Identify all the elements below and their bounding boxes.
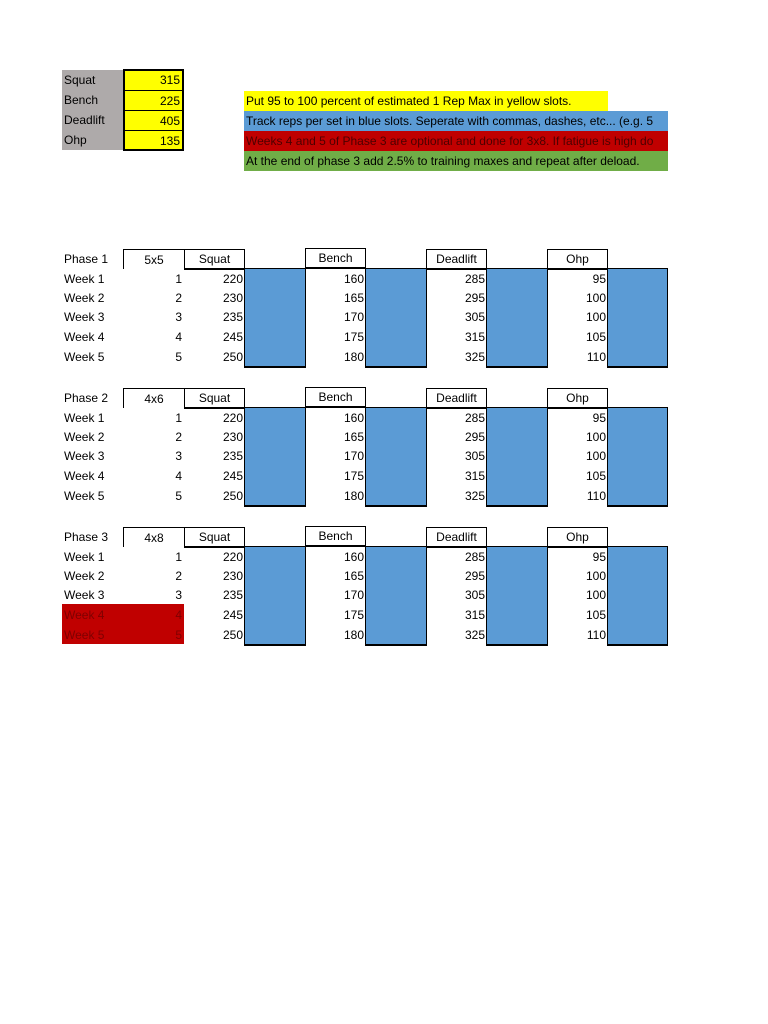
header-squat: Squat [184,249,245,270]
reps-input-bench[interactable] [365,268,427,368]
header-bench: Bench [305,387,366,408]
week-number: 5 [175,350,182,364]
week-number: 1 [175,411,182,425]
weight-ohp: 110 [586,350,606,364]
week-number: 5 [175,489,182,503]
weight-deadlift: 305 [464,588,485,602]
weight-bench: 175 [343,469,364,483]
weight-deadlift: 295 [464,291,485,305]
max-input-ohp[interactable]: 135 [125,130,182,150]
weight-bench: 170 [343,310,364,324]
weight-squat: 245 [222,330,243,344]
week-label: Week 2 [64,430,105,444]
reps-input-squat[interactable] [244,546,306,646]
note-yellow: Put 95 to 100 percent of estimated 1 Rep Max in yellow slots. [244,91,608,111]
week-number: 3 [175,449,182,463]
week-label: Week 2 [64,291,105,305]
reps-input-deadlift[interactable] [486,268,548,368]
header-deadlift: Deadlift [426,249,487,270]
week-label: Week 2 [64,569,105,583]
weight-bench: 175 [343,608,364,622]
weight-bench: 160 [343,550,364,564]
reps-input-deadlift[interactable] [486,407,548,507]
phase-scheme: 5x5 [123,249,184,269]
weight-deadlift: 325 [464,628,485,642]
header-ohp: Ohp [547,249,608,270]
week-label-optional: Week 5 [64,628,105,642]
weight-squat: 220 [222,272,243,286]
weight-bench: 165 [343,569,364,583]
header-ohp: Ohp [547,388,608,409]
max-label-ohp: Ohp [62,130,123,150]
header-squat: Squat [184,527,245,548]
phase-label: Phase 1 [64,252,109,266]
weight-squat: 235 [222,449,243,463]
week-number: 3 [175,310,182,324]
week-label: Week 1 [64,550,105,564]
week-number: 4 [175,330,182,344]
week-label: Week 4 [64,469,105,483]
weight-deadlift: 305 [464,449,485,463]
note-blue: Track reps per set in blue slots. Seperate with commas, dashes, etc... (e.g. 5 [244,111,668,131]
weight-deadlift: 325 [464,489,485,503]
reps-input-ohp[interactable] [607,407,668,507]
weight-deadlift: 295 [464,569,485,583]
weight-bench: 170 [343,588,364,602]
week-number: 1 [175,272,182,286]
weight-squat: 250 [222,350,243,364]
weight-deadlift: 315 [464,330,485,344]
weight-bench: 160 [343,272,364,286]
header-bench: Bench [305,248,366,269]
week-number: 2 [175,291,182,305]
weight-squat: 220 [222,550,243,564]
week-number: 2 [175,569,182,583]
weight-bench: 170 [343,449,364,463]
reps-input-bench[interactable] [365,407,427,507]
weight-squat: 230 [222,291,243,305]
weight-ohp: 95 [592,411,606,425]
max-label-bench: Bench [62,90,123,110]
weight-ohp: 105 [585,608,606,622]
weight-ohp: 100 [585,291,606,305]
reps-input-squat[interactable] [244,268,306,368]
weight-bench: 160 [343,411,364,425]
weight-ohp: 105 [585,330,606,344]
week-label-optional: Week 4 [64,608,105,622]
weight-deadlift: 315 [464,608,485,622]
header-deadlift: Deadlift [426,527,487,548]
weight-squat: 250 [222,628,243,642]
max-input-squat[interactable]: 315 [159,73,180,87]
weight-squat: 230 [222,430,243,444]
weight-squat: 245 [222,469,243,483]
phase-scheme: 4x8 [123,527,184,547]
header-ohp: Ohp [547,527,608,548]
reps-input-squat[interactable] [244,407,306,507]
header-deadlift: Deadlift [426,388,487,409]
weight-bench: 165 [343,291,364,305]
reps-input-ohp[interactable] [607,546,668,646]
week-number-optional: 4 [175,608,182,622]
weight-ohp: 100 [585,588,606,602]
weight-ohp: 100 [585,310,606,324]
weight-squat: 235 [222,310,243,324]
weight-squat: 235 [222,588,243,602]
week-number: 2 [175,430,182,444]
week-number: 3 [175,588,182,602]
weight-ohp: 105 [585,469,606,483]
max-input-bench[interactable]: 225 [125,90,182,110]
weight-bench: 180 [343,489,364,503]
weight-deadlift: 325 [464,350,485,364]
week-label: Week 5 [64,489,105,503]
weight-deadlift: 305 [464,310,485,324]
weight-squat: 245 [222,608,243,622]
weight-ohp: 95 [592,272,606,286]
weight-squat: 230 [222,569,243,583]
weight-bench: 165 [343,430,364,444]
week-label: Week 1 [64,272,105,286]
weight-ohp: 110 [586,628,606,642]
week-label: Week 5 [64,350,105,364]
max-label-squat: Squat [62,70,123,90]
weight-squat: 250 [222,489,243,503]
weight-deadlift: 295 [464,430,485,444]
phase-label: Phase 2 [64,391,109,405]
weight-deadlift: 285 [464,411,485,425]
weight-squat: 220 [222,411,243,425]
weight-ohp: 100 [585,449,606,463]
header-squat: Squat [184,388,245,409]
weight-ohp: 100 [585,569,606,583]
reps-input-bench[interactable] [365,546,427,646]
reps-input-ohp[interactable] [607,268,668,368]
max-input-deadlift[interactable]: 405 [125,110,182,130]
weight-ohp: 110 [586,489,606,503]
week-label: Week 3 [64,449,105,463]
week-label: Week 3 [64,310,105,324]
weight-deadlift: 285 [464,550,485,564]
week-number: 1 [175,550,182,564]
weight-bench: 175 [343,330,364,344]
weight-ohp: 95 [592,550,606,564]
weight-bench: 180 [343,628,364,642]
weight-ohp: 100 [585,430,606,444]
week-label: Week 4 [64,330,105,344]
week-label: Week 1 [64,411,105,425]
note-red: Weeks 4 and 5 of Phase 3 are optional and done for 3x8. If fatigue is high do [244,131,668,151]
note-green: At the end of phase 3 add 2.5% to training maxes and repeat after deload. [244,151,668,171]
week-number-optional: 5 [175,628,182,642]
weight-deadlift: 315 [464,469,485,483]
week-number: 4 [175,469,182,483]
week-label: Week 3 [64,588,105,602]
reps-input-deadlift[interactable] [486,546,548,646]
weight-bench: 180 [343,350,364,364]
header-bench: Bench [305,526,366,547]
phase-label: Phase 3 [64,530,109,544]
phase-scheme: 4x6 [123,388,184,408]
weight-deadlift: 285 [464,272,485,286]
max-label-deadlift: Deadlift [62,110,123,130]
